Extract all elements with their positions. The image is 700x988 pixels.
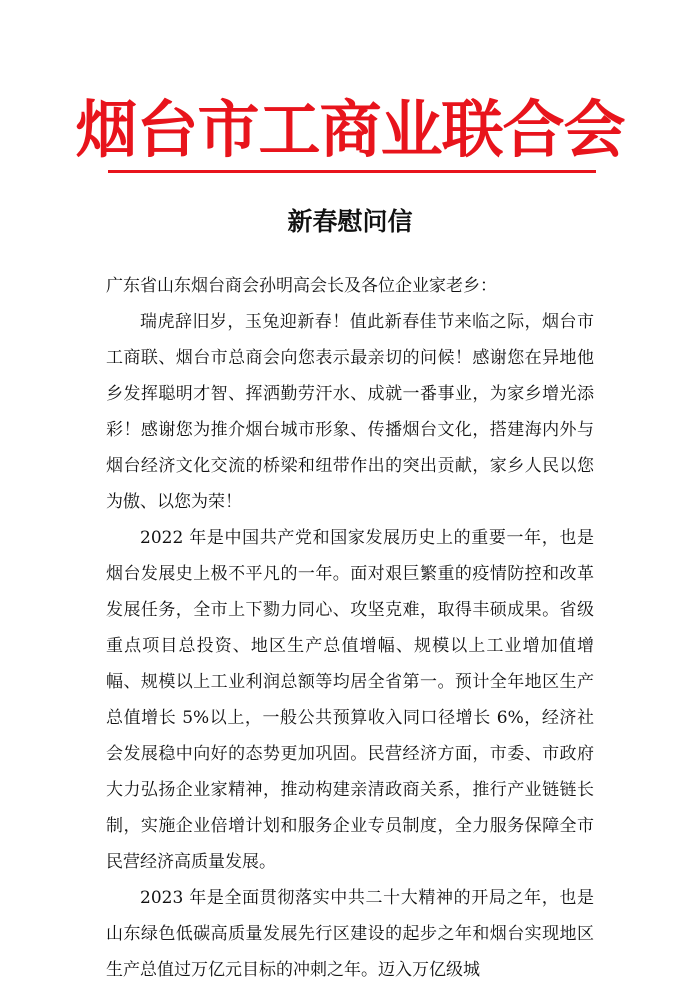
letter-body [106, 268, 594, 988]
organization-masthead: 烟台市工商业联合会 [75, 93, 625, 166]
masthead-divider [108, 170, 596, 173]
letter-salutation: 广东省山东烟台商会孙明高会长及各位企业家老乡： [106, 276, 497, 296]
letter-paragraph: 2022 年是中国共产党和国家发展历史上的重要一年，也是烟台发展史上极不平凡的一年。面对艰巨繁重的疫情防控和改革发展任务，全市上下勠力同心、攻坚克难，取得丰硕成果。省级重点项目总投资、地区生产总值增幅、规模以上工业增加值增幅、规模以上工业利润总额等均居全省第一。预计全年地区生产总值增长 5%以上，一般公共预算收入同口径增长 6%，经济社会发展稳中向好的态势更加巩固。民营经济方面，市委、市政府大力弘扬企业家精神，推动构建亲清政商关系，推行产业链链长制，实施企业倍增计划和服务企业专员制度，全力服务保障全市民营经济高质量发展。 [106, 528, 594, 872]
letter-paragraph: 瑞虎辞旧岁，玉兔迎新春！值此新春佳节来临之际，烟台市工商联、烟台市总商会向您表示最亲切的问候！感谢您在异地他乡发挥聪明才智、挥洒勤劳汗水、成就一番事业，为家乡增光添彩！感谢您为推介烟台城市形象、传播烟台文化，搭建海内外与烟台经济文化交流的桥梁和纽带作出的突出贡献，家乡人民以您为傲、以您为荣！ [106, 312, 594, 512]
letter-title: 新春慰问信 [287, 207, 413, 236]
letter-paragraph: 2023 年是全面贯彻落实中共二十大精神的开局之年，也是山东绿色低碳高质量发展先行区建设的起步之年和烟台实现地区生产总值过万亿元目标的冲刺之年。迈入万亿级城 [106, 888, 594, 980]
